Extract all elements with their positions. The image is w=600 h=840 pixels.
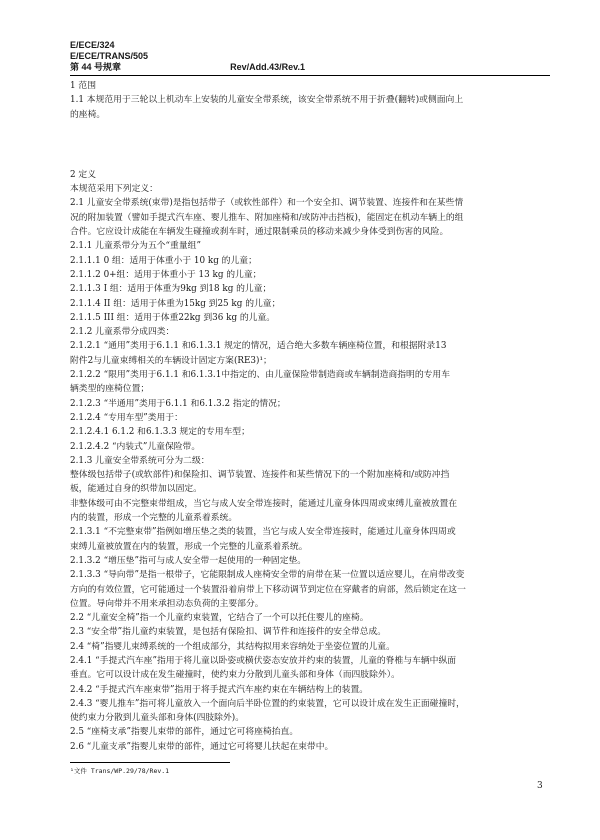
text-line: 的座椅。 [70,109,106,120]
footnote-rule [70,762,230,763]
text-line: 束缚儿童被放置在内的装置，形成一个完整的儿童系着系统。 [70,541,308,552]
document-page [70,40,550,754]
text-line: 合件。它应设计成能在车辆发生碰撞或刹车时，通过限制乘员的移动来减少身体受到伤害的风险。 [70,227,449,238]
revision-label: Rev/Add.43/Rev.1 [230,62,305,72]
text-line: 2.6 “儿童支承”指婴儿束带的部件，通过它可将婴儿扶起在束带中。 [70,741,334,752]
paragraph-spacer [70,138,550,152]
text-line: 2.1 儿童安全带系统(束带)是指包括带子（或软性部件）和一个安全扣、调节装置、连接件和在某些情 [70,198,464,209]
text-line: 2.1.1.3 I 组：适用于体重为9kg 到18 kg 的儿童； [70,284,272,295]
text-line: 2.1.2.4.2 “内装式”儿童保险带。 [70,441,201,452]
text-line: 附件2与儿童束缚相关的车辆设计固定方案(RE3)¹； [70,355,272,366]
text-line: 非整体级可由不完整束带组成，当它与成人安全带连接时，能通过儿童身体四周或束缚儿童被放置在 [70,498,458,509]
text-line: 1 范围 [70,81,96,91]
text-line: 2.1.1.1 0 组：适用于体重小于 10 kg 的儿童； [70,255,257,266]
regulation-number: 第 44 号规章 [70,62,122,72]
footnote: ¹文件 Trans/WP.29/78/Rev.1 [70,767,170,775]
text-line: 本规范采用下列定义： [70,184,158,195]
text-line: 使约束力分散到儿童头部和身体(四肢除外)。 [70,713,245,724]
text-line: 辆类型的座椅位置； [70,384,150,395]
document-header [70,40,550,73]
text-line: 2.1.2 儿童系带分成四类： [70,327,175,338]
text-line: 2.1.1.5 III 组：适用于体重22kg 到36 kg 的儿童。 [70,312,276,323]
text-line: 内的装置，形成一个完整的儿童系着系统。 [70,513,238,524]
doc-symbol-2: E/ECE/TRANS/505 [70,51,149,61]
text-line: 2.1.1.4 II 组：适用于体重为15kg 到25 kg 的儿童； [70,298,281,309]
text-line: 2.2 “儿童安全椅”指一个儿童约束装置，它结合了一个可以托住婴儿的座椅。 [70,613,369,624]
text-line: 2.1.3.2 “增压垫”指可与成人安全带一起使用的一种固定垫。 [70,555,307,566]
text-line: 2.1.2.4 “专用车型”类用于： [70,412,183,423]
text-line: 2.1.3 儿童安全带系统可分为二级： [70,455,210,466]
text-line: 2.5 “座椅支承”指婴儿束带的部件，通过它可将座椅抬直。 [70,727,299,738]
text-line: 2.1.2.3 “半通用”类用于6.1.1 和6.1.3.2 指定的情况； [70,398,286,409]
text-line: 方向的有效位置，它可能通过一个装置沿着肩带上下移动调节到定位在穿戴者的肩部，然后锁定在这一 [70,584,466,595]
text-line: 2.4.2 “手提式汽车座束带”指用于将手提式汽车座约束在车辆结构上的装置。 [70,684,369,695]
text-line: 2.4.1 “手提式汽车座”指用于将儿童以卧姿或横伏姿态安放并约束的装置，儿童的脊椎与车辆中纵面 [70,655,457,666]
text-line: 2.1.3.3 “导向带”是指一根带子，它能限制成人座椅安全带的肩带在某一位置以适应婴儿，在肩带改变 [70,570,465,581]
text-line: 整体级包括带子(或软部件)和保险扣、调节装置、连接件和某些情况下的一个附加座椅和/或防冲挡 [70,470,450,481]
text-line: 位置。导向带并不用来承担动态负荷的主要部分。 [70,598,264,609]
text-line: 2.1.2.4.1 6.1.2 和6.1.3.3 规定的专用车型； [70,427,250,438]
text-line: 1.1 本规范用于三轮以上机动车上安装的儿童安全带系统，该安全带系统不用于折叠(翻转)或侧面向上 [70,95,464,106]
text-line: 2.1.2.1 “通用”类用于6.1.1 和6.1.3.1 规定的情况，适合绝大多数车辆座椅位置，和根据附录13 [70,341,447,352]
text-line: 2.1.2.2 “限用”类用于6.1.1 和6.1.3.1中指定的、由儿童保险带制造商或车辆制造商指明的专用车 [70,370,451,381]
text-line: 2.1.3.1 “不完整束带”指例如增压垫之类的装置，当它与成人安全带连接时，能通过儿童身体四周或 [70,527,456,538]
regulation-line [70,62,305,73]
text-line: 板，能通过自身的织带加以固定。 [70,484,202,495]
text-line: 况的附加装置（譬如手提式汽车座、婴儿推车、附加座椅和/或防冲击挡板)，能固定在机动车辆上的组 [70,212,464,223]
text-line: 2.4 “椅”指婴儿束缚系统的一个组成部分，其结构拟用来容纳处于坐姿位置的儿童。 [70,641,395,652]
text-line: 2 定义 [70,169,96,180]
text-line: 垂直。它可以设计成在发生碰撞时，使约束力分散到儿童头部和身体（而四肢除外）。 [70,670,400,681]
doc-symbol-1: E/ECE/324 [70,40,115,50]
text-line: 2.1.1.2 0+组：适用于体重小于 13 kg 的儿童； [70,269,262,280]
text-line: 2.1.1 儿童系带分为五个“重量组” [70,241,201,252]
header-rule [70,75,550,76]
text-line: 2.3 “安全带”指儿童约束装置，是包括有保险扣、调节件和连接件的安全带总成。 [70,627,387,638]
page-number: 3 [537,781,543,791]
body-text [70,79,550,754]
text-line: 2.4.3 “婴儿推车”指可将儿童放入一个面向后半卧位置的约束装置，它可以设计成在发生正面碰撞时， [70,698,465,709]
